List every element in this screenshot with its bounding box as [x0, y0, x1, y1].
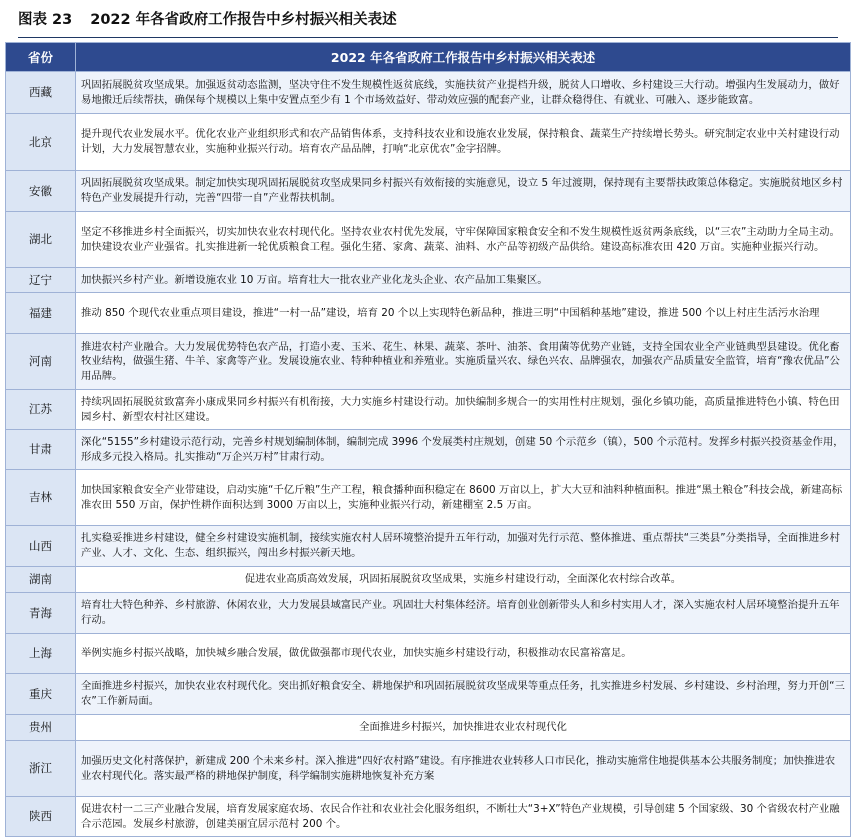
statement-cell: 加快国家粮食安全产业带建设，启动实施“千亿斤粮”生产工程，粮食播种面积稳定在 8600 万亩以上，扩大大豆和油料种植面积。推进“黑土粮仓”科技会战，新建高标准农田 550 万亩，保护性耕作面积达到 3000 万亩以上，实施种业振兴行动，新建棚室 2.5 万亩。: [76, 470, 851, 526]
statement-cell: 扎实稳妥推进乡村建设，健全乡村建设实施机制，接续实施农村人居环境整治提升五年行动，加强对先行示范、整体推进、重点帮扶“三类县”分类指导，全面推进乡村产业、人才、文化、生态、组织振兴，闯出乡村振兴新天地。: [76, 526, 851, 567]
province-cell: 上海: [6, 634, 76, 674]
province-cell: 重庆: [6, 674, 76, 715]
table-row: [6, 634, 851, 674]
statement-cell: 坚定不移推进乡村全面振兴，切实加快农业农村现代化。坚持农业农村优先发展，守牢保障国家粮食安全和不发生规模性返贫两条底线，以“三农”主动助力全局主动。加快建设农业产业强省。扎实推进新一轮优质粮食工程。强化生猪、家禽、蔬菜、油料、水产品等初级产品供给。建设高标准农田 420 万亩。实施种业振兴行动。: [76, 212, 851, 268]
header-statement: 2022 年各省政府工作报告中乡村振兴相关表述: [76, 43, 851, 72]
table-row: [6, 593, 851, 634]
province-cell: 西藏: [6, 72, 76, 114]
province-cell: 河南: [6, 334, 76, 390]
statement-cell: 推进农村产业融合。大力发展优势特色农产品，打造小麦、玉米、花生、林果、蔬菜、茶叶、油茶、食用菌等优势产业链，支持全国农业全产业链典型县建设。优化畜牧业结构，做强生猪、牛羊、家禽等产业。发展设施农业、特种种植业和养殖业。实施质量兴农、绿色兴农、品牌强农，加强农产品质量安全监管，培育“豫农优品”公用品牌。: [76, 334, 851, 390]
table-row: [6, 715, 851, 741]
table-row: [6, 674, 851, 715]
statement-cell: 推动 850 个现代农业重点项目建设，推进“一村一品”建设，培育 20 个以上实现特色新品种，推进三明“中国稻种基地”建设，推进 500 个以上村庄生活污水治理: [76, 293, 851, 334]
statement-cell: 促进农村一二三产业融合发展，培育发展家庭农场、农民合作社和农业社会化服务组织，不断壮大“3+X”特色产业规模，引导创建 5 个国家级、30 个省级农村产业融合示范园。发展乡村旅游，创建美丽宜居示范村 200 个。: [76, 797, 851, 837]
table-row: [6, 72, 851, 114]
province-cell: 浙江: [6, 741, 76, 797]
statement-cell: 巩固拓展脱贫攻坚成果。制定加快实现巩固拓展脱贫攻坚成果同乡村振兴有效衔接的实施意见，设立 5 年过渡期，保持现有主要帮扶政策总体稳定。实施脱贫地区乡村特色产业发展提升行动，完善“四带一自”产业帮扶机制。: [76, 171, 851, 212]
figure-caption: [18, 8, 838, 32]
province-cell: 江苏: [6, 390, 76, 430]
province-cell: 青海: [6, 593, 76, 634]
statement-cell: 全面推进乡村振兴，加快农业农村现代化。突出抓好粮食安全、耕地保护和巩固拓展脱贫攻坚成果等重点任务，扎实推进乡村发展、乡村建设、乡村治理，努力开创“三农”工作新局面。: [76, 674, 851, 715]
province-cell: 陕西: [6, 797, 76, 837]
table-row: [6, 114, 851, 171]
province-cell: 吉林: [6, 470, 76, 526]
table-row: [6, 741, 851, 797]
statement-cell: 举例实施乡村振兴战略，加快城乡融合发展，做优做强都市现代农业，加快实施乡村建设行动，积极推动农民富裕富足。: [76, 634, 851, 674]
statement-cell: 加快振兴乡村产业。新增设施农业 10 万亩。培育壮大一批农业产业化龙头企业、农产品加工集聚区。: [76, 268, 851, 293]
table-row: [6, 293, 851, 334]
province-cell: 辽宁: [6, 268, 76, 293]
statement-cell: 培育壮大特色种养、乡村旅游、休闲农业，大力发展县域富民产业。巩固壮大村集体经济。培育创业创新带头人和乡村实用人才，深入实施农村人居环境整治提升五年行动。: [76, 593, 851, 634]
province-cell: 贵州: [6, 715, 76, 741]
table-row: [6, 470, 851, 526]
figure-title: 2022 年各省政府工作报告中乡村振兴相关表述: [90, 12, 397, 28]
statement-cell: 加强历史文化村落保护，新建成 200 个未来乡村。深入推进“四好农村路”建设。有序推进农业转移人口市民化，推动实施常住地提供基本公共服务制度；加快推进农业农村现代化。落实最严格的耕地保护制度，科学编制实施耕地恢复补充方案: [76, 741, 851, 797]
table-row: [6, 171, 851, 212]
table-row: [6, 526, 851, 567]
statement-cell: 深化“5155”乡村建设示范行动，完善乡村规划编制体制，编制完成 3996 个发展类村庄规划，创建 50 个示范乡（镇），500 个示范村。发挥乡村振兴投资基金作用，形成多元投入格局。扎实推动“万企兴万村”甘肃行动。: [76, 430, 851, 470]
province-cell: 湖北: [6, 212, 76, 268]
table-body: [6, 72, 851, 837]
province-cell: 安徽: [6, 171, 76, 212]
table-row: [6, 334, 851, 390]
statement-cell: 全面推进乡村振兴，加快推进农业农村现代化: [76, 715, 851, 741]
statement-cell: 提升现代农业发展水平。优化农业产业组织形式和农产品销售体系，支持科技农业和设施农业发展，保持粮食、蔬菜生产持续增长势头。研究制定农业中关村建设行动计划，大力发展智慧农业，实施种业振兴行动。培育农产品品牌，打响“北京优农”金字招牌。: [76, 114, 851, 171]
table-row: [6, 430, 851, 470]
caption-rule: [18, 37, 838, 38]
table-header-row: [6, 43, 851, 72]
table-row: [6, 390, 851, 430]
province-cell: 湖南: [6, 567, 76, 593]
statement-cell: 巩固拓展脱贫攻坚成果。加强返贫动态监测，坚决守住不发生规模性返贫底线，实施扶贫产业提档升级，脱贫人口增收、乡村建设三大行动。增强内生发展动力，做好易地搬迁后续帮扶，确保每个规模以上集中安置点至少有 1 个市场效益好、带动效应强的配套产业，让群众稳得住、有就业、可融入、逐步能致富。: [76, 72, 851, 114]
header-province: 省份: [6, 43, 76, 72]
table-row: [6, 797, 851, 837]
province-cell: 甘肃: [6, 430, 76, 470]
figure-label: 图表 23: [18, 12, 73, 28]
table-row: [6, 567, 851, 593]
table-row: [6, 212, 851, 268]
policy-table: [5, 42, 851, 837]
table-row: [6, 268, 851, 293]
province-cell: 北京: [6, 114, 76, 171]
statement-cell: 持续巩固拓展脱贫致富奔小康成果同乡村振兴有机衔接，大力实施乡村建设行动。加快编制多规合一的实用性村庄规划，强化乡镇功能，高质量推进特色小镇、特色田园乡村、新型农村社区建设。: [76, 390, 851, 430]
province-cell: 福建: [6, 293, 76, 334]
province-cell: 山西: [6, 526, 76, 567]
statement-cell: 促进农业高质高效发展，巩固拓展脱贫攻坚成果，实施乡村建设行动，全面深化农村综合改革。: [76, 567, 851, 593]
